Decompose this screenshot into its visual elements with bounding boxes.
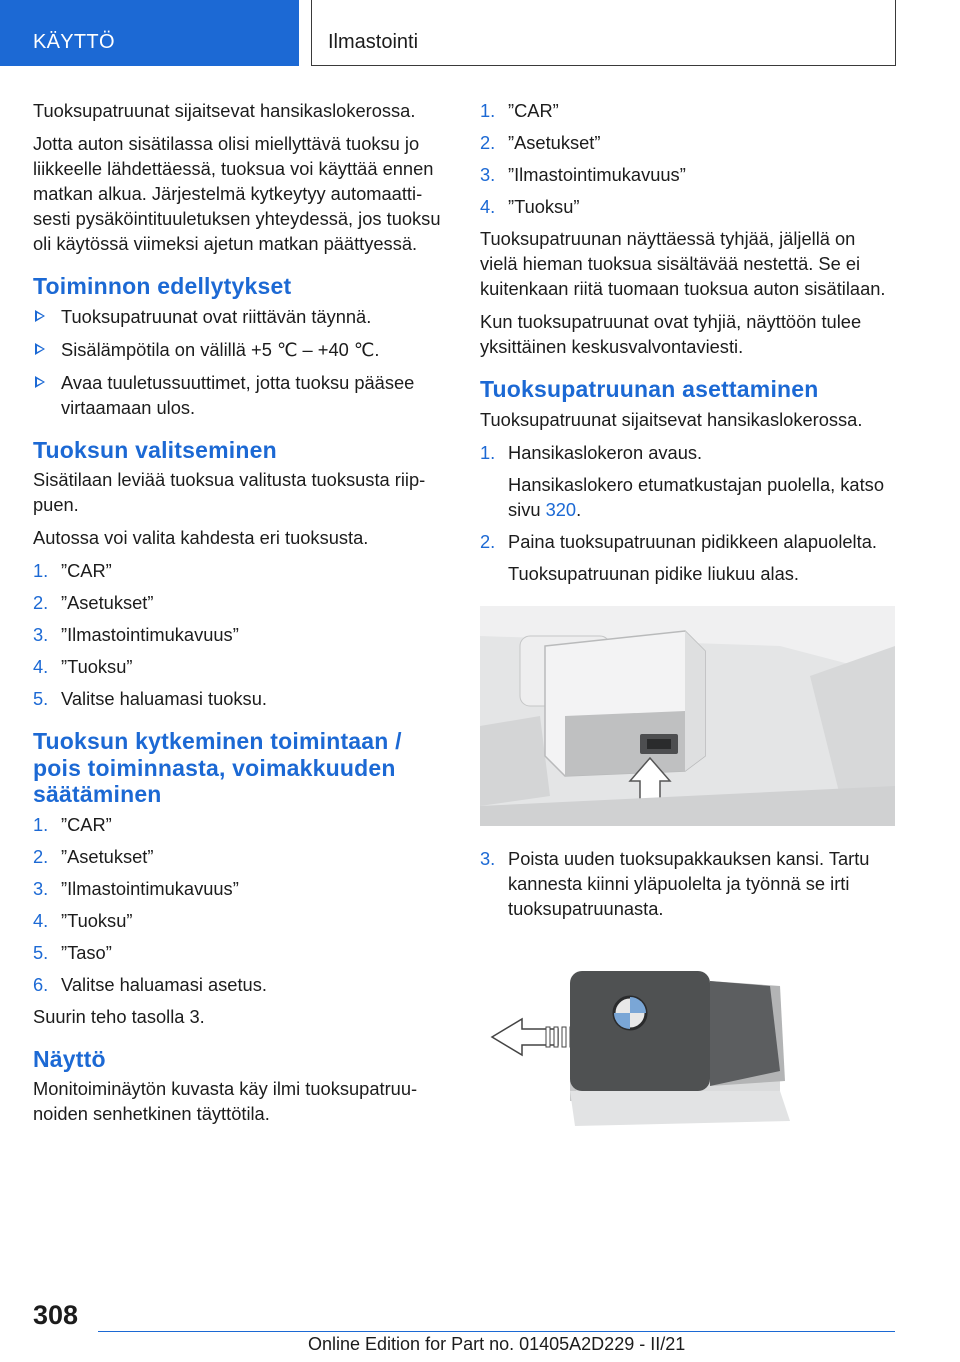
list-item: 2. ”Asetukset” [480, 132, 601, 153]
insert-paragraph: Tuoksupatruunat sijaitsevat hansikaslokerossa. [480, 408, 863, 430]
list-item: Avaa tuuletussuuttimet, jotta tuoksu pääsee virtaamaan ulos. [33, 370, 453, 420]
select-paragraph-2: Autossa voi valita kahdesta eri tuoksusta. [33, 527, 369, 548]
page-number: 308 [33, 1300, 79, 1330]
prerequisites-list [33, 304, 453, 420]
toggle-steps [33, 812, 453, 997]
list-item: Sisälämpötila on välillä +5 ℃ – +40 ℃. [33, 337, 453, 362]
insert-steps-2 [480, 846, 895, 921]
header-section: KÄYTTÖ [0, 0, 299, 66]
list-item: 5. Valitse haluamasi tuoksu. [33, 688, 267, 709]
intro-paragraph-1: Tuoksupatruunat sijaitsevat hansikaslokerossa. [33, 100, 416, 121]
glovebox-holder-illustration [480, 606, 895, 826]
list-item: 4. ”Tuoksu” [33, 656, 133, 677]
list-item: 3. ”Ilmastointimukavuus” [480, 164, 686, 185]
triangle-bullet-icon [35, 310, 45, 322]
list-item: 1. Hansikaslokeron avaus. Hansikaslokero etumatkustajan puolella, katso sivu 320. [480, 440, 895, 522]
display-steps [480, 98, 895, 219]
list-item: 3. Poista uuden tuoksupakkauksen kansi. Tartu kannesta kiinni yläpuolelta ja työnnä se irti tuoksupatruunasta. [480, 847, 870, 919]
list-item: 6. Valitse haluamasi asetus. [33, 973, 267, 995]
insert-steps-1 [480, 440, 895, 586]
list-item: 2. ”Asetukset” [33, 845, 154, 867]
step-substep: Tuoksupatruunan pidike liukuu alas. [508, 562, 799, 584]
right-column [480, 98, 895, 1141]
footer-edition: Online Edition for Part no. 01405A2D229 - II/21 [308, 1334, 686, 1354]
intro-paragraph-2: Jotta auton sisätilassa olisi miellyttävä tuoksu jo liikkeelle lähdettäessä, tuoksua voi käyttää ennen matkan alkua. Järjestelmä kytkeytyy automaattisesti pysäköintituuletuksen yhteydessä, jos tuoksu oli käytössä viimeksi ajetun matkan päättyessä. [33, 133, 441, 254]
triangle-bullet-icon [35, 376, 45, 388]
list-item: 2. Paina tuoksupatruunan pidikkeen alapuolelta. Tuoksupatruunan pidike liukuu alas. [480, 529, 895, 586]
select-paragraph-1: Sisätilaan leviää tuoksua valitusta tuoksusta riippuen. [33, 469, 426, 515]
heading-toggle-fragrance: Tuoksun kytkeminen toimintaan / pois toiminnasta, voimakkuuden säätäminen [33, 728, 402, 807]
list-item: 5. ”Taso” [33, 941, 112, 963]
cartridge-removal-illustration [480, 961, 895, 1141]
list-item: 3. ”Ilmastointimukavuus” [33, 877, 239, 899]
step-substep: Hansikaslokero etumatkustajan puolella, katso sivu 320. [508, 473, 884, 520]
display-paragraph: Monitoiminäytön kuvasta käy ilmi tuoksupatruunoiden senhetkinen täyttötila. [33, 1078, 418, 1124]
page-link[interactable]: 320 [545, 498, 577, 520]
heading-display: Näyttö [33, 1045, 106, 1072]
list-item: 4. ”Tuoksu” [480, 196, 580, 217]
list-item: 4. ”Tuoksu” [33, 909, 133, 931]
list-item: Tuoksupatruunat ovat riittävän täynnä. [33, 304, 453, 329]
list-item: 1. ”CAR” [480, 100, 559, 121]
select-steps [33, 558, 453, 711]
heading-select-fragrance: Tuoksun valitseminen [33, 436, 277, 463]
triangle-bullet-icon [35, 343, 45, 355]
footer-divider [98, 1331, 895, 1332]
toggle-note: Suurin teho tasolla 3. [33, 1005, 205, 1027]
heading-prerequisites: Toiminnon edellytykset [33, 273, 292, 299]
list-item: 2. ”Asetukset” [33, 592, 154, 613]
list-item: 3. ”Ilmastointimukavuus” [33, 624, 239, 645]
heading-insert-cartridge: Tuoksupatruunan asettaminen [480, 376, 819, 402]
header-chapter: Ilmastointi [311, 0, 896, 66]
message-info-paragraph: Kun tuoksupatruunat ovat tyhjiä, näyttöön tulee yksittäinen keskusvalvontaviesti. [480, 311, 862, 357]
list-item: 1. ”CAR” [33, 813, 112, 835]
left-column [33, 98, 453, 1134]
empty-info-paragraph: Tuoksupatruunan näyttäessä tyhjää, jäljellä on vielä hieman tuoksua sisältävää nestettä. Se ei kuitenkaan riitä tuomaan tuoksua auton sisätilaan. [480, 228, 886, 299]
list-item: 1. ”CAR” [33, 560, 112, 581]
